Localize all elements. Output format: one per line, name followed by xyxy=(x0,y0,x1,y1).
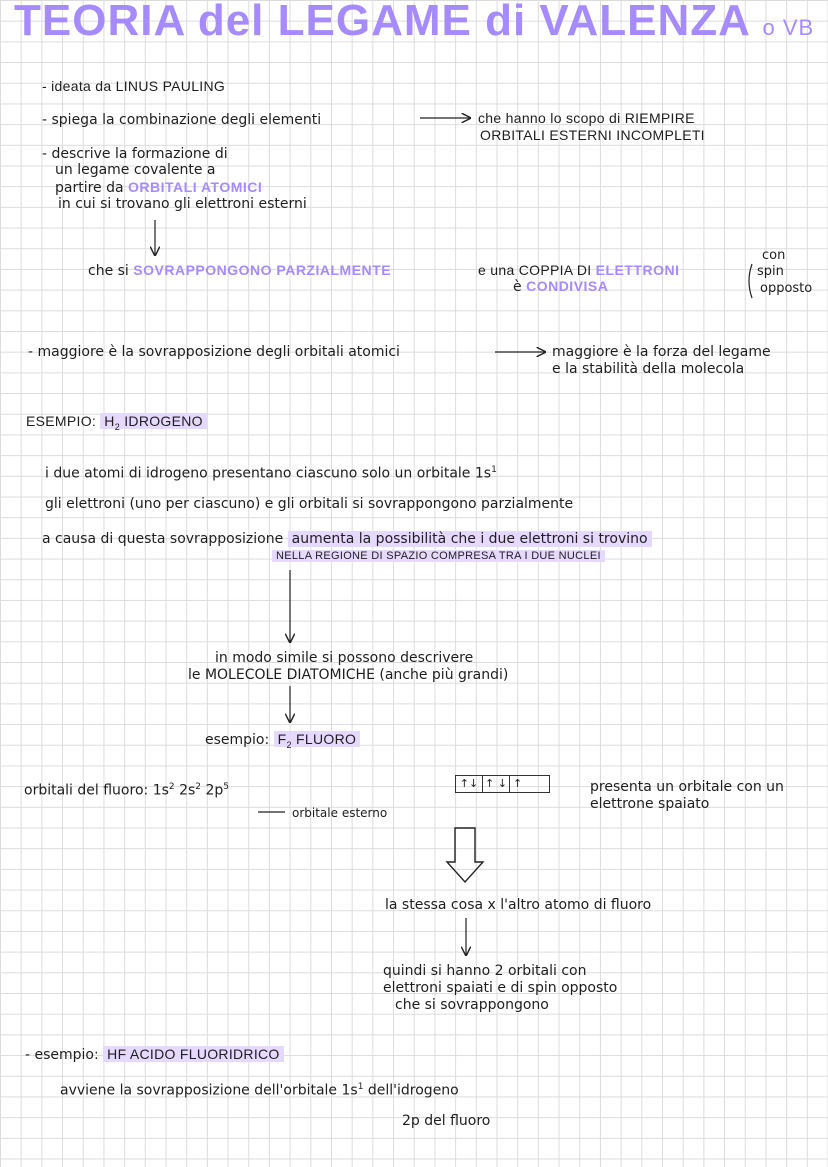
similar-2: le MOLECOLE DIATOMICHE (anche più grandi) xyxy=(188,667,509,683)
f2-name: FLUORO xyxy=(296,731,357,747)
f2-highlight xyxy=(274,731,361,750)
h2-line-4 xyxy=(272,548,605,564)
similar-1: in modo simile si possono descrivere xyxy=(215,650,474,666)
example-f2-heading xyxy=(205,731,360,753)
h2-line-3 xyxy=(42,531,652,547)
point-combination-result-2: ORBITALI ESTERNI INCOMPLETI xyxy=(480,127,705,143)
point-describe-3 xyxy=(55,179,262,196)
overlap-sovrappongono: SOVRAPPONGONO PARZIALMENTE xyxy=(133,262,392,278)
orbitali-atomici: ORBITALI ATOMICI xyxy=(128,179,263,195)
point-describe-4: in cui si trovano gli elettroni esterni xyxy=(58,196,307,212)
hf-line-1-text: avviene la sovrapposizione dell'orbitale 1s xyxy=(60,1082,358,1099)
f2-external: orbitale esterno xyxy=(292,806,388,820)
spin-2: spin xyxy=(757,264,784,279)
f2-config-2s: 2s xyxy=(179,782,196,799)
point-pauling: - ideata da LINUS PAULING xyxy=(42,78,226,94)
f2-spaiato-1: presenta un orbitale con un xyxy=(590,779,784,795)
f2-config-1s: 1s xyxy=(152,782,169,799)
overlap-elettroni: ELETTRONI xyxy=(595,262,680,278)
h2-line-3a: a causa di questa sovrapposizione xyxy=(42,531,284,547)
h2-sub: 2 xyxy=(114,421,121,432)
overlap-f: CONDIVISA xyxy=(526,278,609,294)
h2-line-1-sup: 1 xyxy=(491,465,497,475)
overlap-line xyxy=(88,262,391,279)
orbital-box-3: ↑ xyxy=(513,777,523,790)
f2-sup-c: 5 xyxy=(223,782,229,792)
example-h2-heading xyxy=(26,413,207,435)
point-combination: - spiega la combinazione degli elementi xyxy=(42,112,322,128)
f2-sub: 2 xyxy=(286,739,292,750)
spin-1: con xyxy=(762,248,786,263)
title-main: TEORIA del LEGAME di VALENZA xyxy=(14,0,750,45)
hf-label: - esempio: xyxy=(25,1047,99,1063)
point-describe-1: - descrive la formazione di xyxy=(42,146,228,162)
title-suffix: o VB xyxy=(762,15,815,40)
f2-spaiato-2: elettrone spaiato xyxy=(590,796,710,812)
orbital-box-diagram xyxy=(455,775,550,793)
f2-label: esempio: xyxy=(205,732,270,748)
f2-result-3: che si sovrappongono xyxy=(395,997,549,1013)
example-hf-heading xyxy=(25,1046,284,1063)
point-greater: - maggiore è la sovrapposizione degli orbitali atomici xyxy=(28,344,400,360)
h2-name: IDROGENO xyxy=(124,413,203,429)
f2-sup-b: 2 xyxy=(195,782,202,792)
example-label: ESEMPIO: xyxy=(26,413,97,429)
f2-formula: F xyxy=(277,731,287,747)
f2-config-2p: 2p xyxy=(205,782,224,799)
orbital-box-1: ↑↓ xyxy=(456,776,483,792)
big-arrow-down xyxy=(447,828,483,882)
f2-result-1: quindi si hanno 2 orbitali con xyxy=(383,963,587,979)
f2-config xyxy=(24,779,229,799)
h2-line-4-text: NELLA REGIONE DI SPAZIO COMPRESA TRA I DUE NUCLEI xyxy=(272,550,605,562)
h2-formula: H xyxy=(104,413,115,429)
hf-line-1-sup: 1 xyxy=(357,1082,364,1092)
hf-name: HF ACIDO FLUORIDRICO xyxy=(103,1046,283,1062)
overlap-a: che si xyxy=(88,263,129,279)
overlap-e: è xyxy=(513,279,522,295)
h2-line-2: gli elettroni (uno per ciascuno) e gli orbitali si sovrappongono parzialmente xyxy=(45,496,574,512)
point-describe-2: un legame covalente a xyxy=(55,162,216,178)
point-greater-result-1: maggiore è la forza del legame xyxy=(552,344,771,360)
spin-bracket xyxy=(749,264,752,298)
spin-3: opposto xyxy=(760,281,813,296)
orbital-box-2: ↑ ↓ xyxy=(483,776,510,792)
example-h2-highlight xyxy=(100,413,207,432)
h2-line-1 xyxy=(45,462,497,482)
f2-same-thing: la stessa cosa x l'altro atomo di fluoro xyxy=(385,897,652,913)
overlap-condivisa xyxy=(513,278,608,295)
f2-sup-a: 2 xyxy=(168,782,175,792)
point-greater-result-2: e la stabilità della molecola xyxy=(552,361,745,377)
hf-line-2: 2p del fluoro xyxy=(402,1113,491,1129)
hf-line-1 xyxy=(60,1079,459,1099)
f2-result-2: elettroni spaiati e di spin opposto xyxy=(383,980,618,996)
describe-3a: partire da xyxy=(55,180,124,196)
f2-config-label: orbitali del fluoro: xyxy=(24,782,149,799)
overlap-coppia xyxy=(478,262,680,278)
point-combination-result-1: che hanno lo scopo di RIEMPIRE xyxy=(478,110,695,126)
h2-line-1-text: i due atomi di idrogeno presentano ciascuno solo un orbitale 1s xyxy=(45,465,492,482)
hf-line-1-end: dell'idrogeno xyxy=(367,1082,459,1099)
h2-line-3b: aumenta la possibilità che i due elettroni si trovino xyxy=(288,531,652,547)
overlap-c: e una COPPIA DI xyxy=(478,262,592,278)
